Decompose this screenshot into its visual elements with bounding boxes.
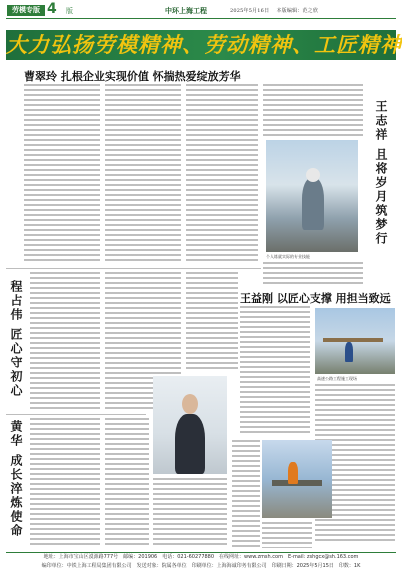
- portrait-photo: [153, 376, 227, 474]
- photo-caption: 个人练就实际的专业技能: [266, 254, 310, 259]
- article-body-column: [240, 306, 310, 436]
- article-body-column: [263, 84, 363, 136]
- article-body-column: [105, 84, 181, 264]
- site-photo: [262, 440, 332, 518]
- vertical-headline: 黄华 成长淬炼使命: [9, 420, 23, 539]
- article-body-column: [262, 522, 312, 548]
- article-title: 曹翠玲 扎根企业实现价值 怀揣热爱绽放芳华: [24, 70, 241, 83]
- footer-publisher: 编印单位：中铁上海工程局集团有限公司 发送对象：院属各单位 印刷单位：上海海诚印务有限公司 印刷日期：2025年5月15日 印数：1K: [41, 563, 361, 569]
- article-title: 王益刚 以匠心支撑 用担当致远: [240, 292, 391, 305]
- page-footer: [6, 552, 396, 574]
- article-body-column: [263, 262, 363, 284]
- construction-photo: [315, 308, 395, 374]
- masthead: 中环上海工程: [165, 6, 207, 15]
- article-body-column: [232, 440, 260, 548]
- footer-address: 地址：上海市宝山区漠源路777号 邮编：201906 电话：021-60277880 在线网址：www.zmsh.com E-mail: zshgcx@sh.163.com: [43, 554, 359, 560]
- article-body-column: [153, 478, 227, 548]
- section-divider: [6, 268, 261, 269]
- page-number: 4: [47, 1, 57, 17]
- article-body-column: [30, 272, 100, 412]
- worker-photo: [266, 140, 358, 252]
- page-header: [0, 0, 402, 20]
- vertical-headline: 王志祥 且将岁月筑梦行: [374, 100, 388, 247]
- photo-caption: 高速公路工程施工现场: [317, 376, 357, 381]
- banner-title: 大力弘扬劳模精神、劳动精神、工匠精神: [6, 32, 402, 57]
- article-body-column: [186, 84, 258, 264]
- header-divider: [6, 18, 396, 19]
- page-label: 版: [66, 7, 73, 15]
- vertical-headline: 程占伟 匠心守初心: [9, 280, 23, 399]
- issue-date: 2025年5月16日: [230, 8, 270, 14]
- article-body-column: [24, 84, 100, 264]
- article-body-column: [105, 418, 149, 548]
- feature-banner: [6, 30, 402, 60]
- article-body-column: [186, 272, 238, 372]
- dateline: [230, 7, 318, 14]
- section-divider: [6, 414, 146, 415]
- editor-credit: 本版编辑：范之欣: [276, 8, 319, 14]
- section-badge: 劳模专版: [7, 5, 45, 16]
- article-body-column: [30, 418, 100, 548]
